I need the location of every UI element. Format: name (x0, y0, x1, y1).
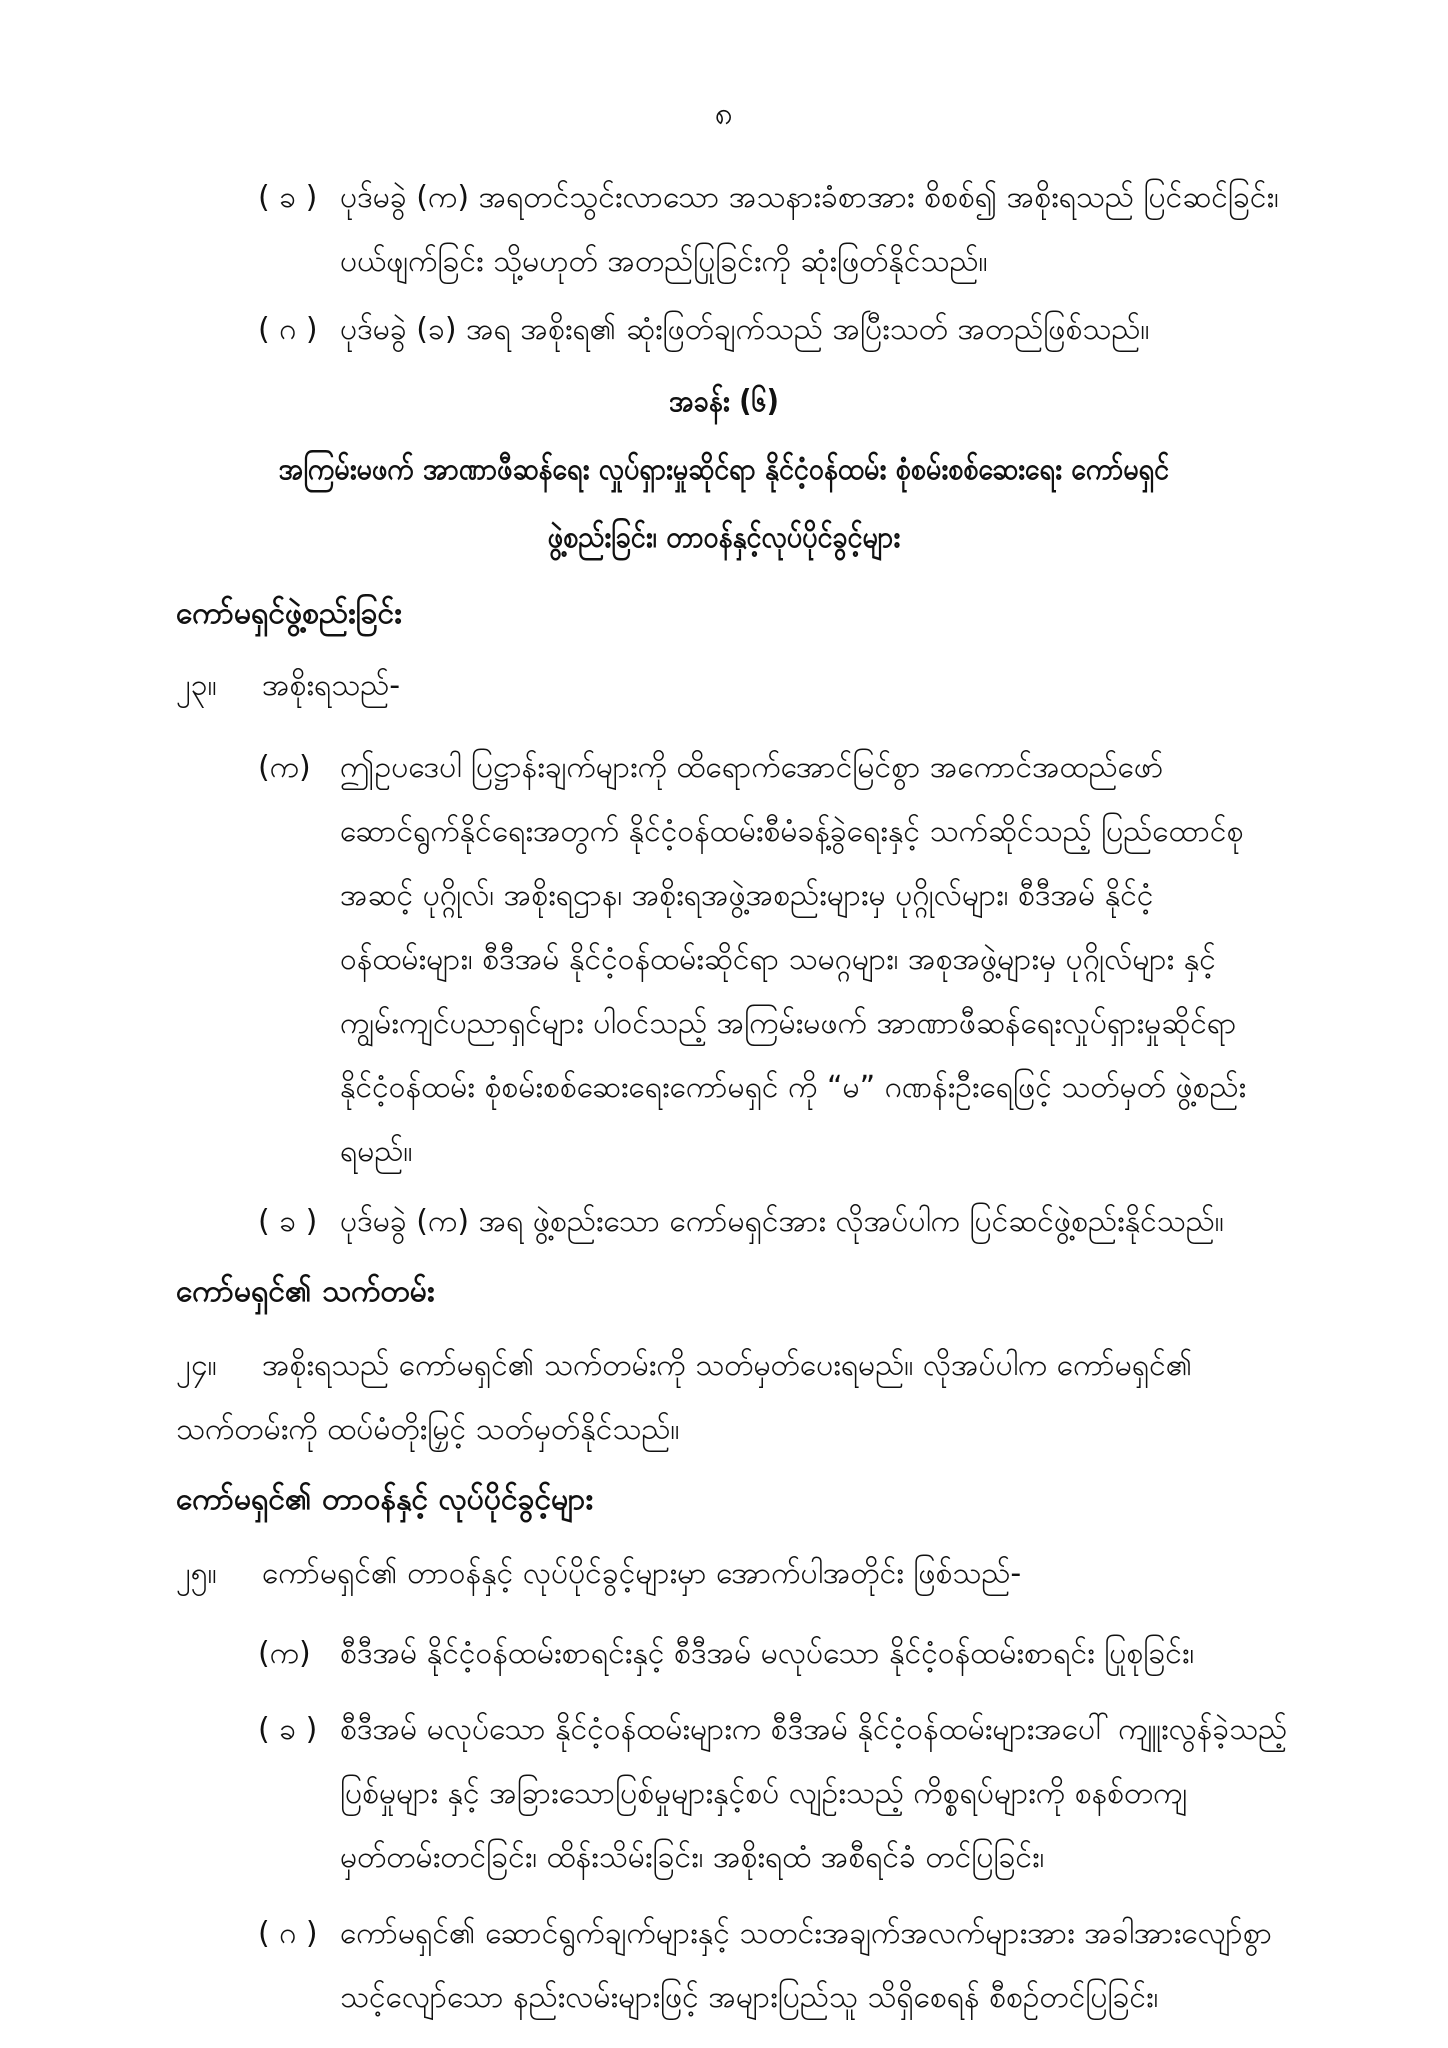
paragraph-text: အစိုးရသည်- (262, 668, 401, 703)
item-label: (က) (258, 750, 311, 785)
text-line: ဝန်ထမ်းများ၊ စီဒီအမ် နိုင်ငံ့ဝန်ထမ်းဆိုင်ရာ သမဂ္ဂများ၊ အစုအဖွဲ့များမှ ပုဂ္ဂိုလ်များ နှင့် (340, 942, 1216, 977)
item-label: ( ခ ) (258, 1712, 318, 1747)
text-line: ဆောင်ရွက်နိုင်ရေးအတွက် နိုင်ငံ့ဝန်ထမ်းစီမံခန့်ခွဲရေးနှင့် သက်ဆိုင်သည့် ပြည်ထောင်စု (340, 814, 1244, 849)
paragraph-text: ကော်မရှင်၏ တာဝန်နှင့် လုပ်ပိုင်ခွင့်များမှာ အောက်ပါအတိုင်း ဖြစ်သည်- (262, 1556, 1022, 1591)
item-label: ( ဂ ) (258, 1916, 318, 1951)
item-label: ( ခ ) (258, 1204, 318, 1239)
text-line: အဆင့် ပုဂ္ဂိုလ်၊ အစိုးရဌာန၊ အစိုးရအဖွဲ့အစည်းများမှ ပုဂ္ဂိုလ်များ၊ စီဒီအမ် နိုင်ငံ့ (340, 878, 1154, 913)
chapter-title: ဖွဲ့စည်းခြင်း၊ တာဝန်နှင့်လုပ်ပိုင်ခွင့်များ (547, 520, 901, 555)
section-heading: ကော်မရှင်၏ သက်တမ်း (176, 1274, 435, 1309)
text-line: ကော်မရှင်၏ ဆောင်ရွက်ချက်များနှင့် သတင်းအချက်အလက်များအား အခါအားလျော်စွာ (340, 1916, 1273, 1951)
paragraph-number: ၂၃။ (176, 668, 217, 703)
text-line: ဤဥပဒေပါ ပြဋ္ဌာန်းချက်များကို ထိရောက်အောင်မြင်စွာ အကောင်အထည်ဖော် (340, 750, 1164, 785)
text-line: ရမည်။ (340, 1134, 413, 1169)
text-line: သင့်လျော်သော နည်းလမ်းများဖြင့် အများပြည်သူ သိရှိစေရန် စီစဉ်တင်ပြခြင်း၊ (340, 1980, 1159, 2015)
text-line: ပုဒ်မခွဲ (က) အရတင်သွင်းလာသော အသနားခံစာအား စိစစ်၍ အစိုးရသည် ပြင်ဆင်ခြင်း၊ (340, 180, 1279, 215)
text-line: သက်တမ်းကို ထပ်မံတိုးမြှင့် သတ်မှတ်နိုင်သည်။ (176, 1412, 680, 1447)
text-line: ပုဒ်မခွဲ (ခ) အရ အစိုးရ၏ ဆုံးဖြတ်ချက်သည် အပြီးသတ် အတည်ဖြစ်သည်။ (340, 312, 1150, 347)
text-line: ပယ်ဖျက်ခြင်း သို့မဟုတ် အတည်ပြုခြင်းကို ဆုံးဖြတ်နိုင်သည်။ (340, 244, 988, 279)
paragraph-number: ၂၅။ (176, 1556, 217, 1591)
text-line: စီဒီအမ် မလုပ်သော နိုင်ငံ့ဝန်ထမ်းများက စီဒီအမ် နိုင်ငံ့ဝန်ထမ်းများအပေါ် ကျူးလွန်ခဲ့သည့် (340, 1712, 1288, 1747)
item-label: (က) (258, 1636, 311, 1671)
section-heading: ကော်မရှင်ဖွဲ့စည်းခြင်း (176, 596, 402, 631)
chapter-number: အခန်း (၆) (669, 384, 779, 419)
page-number: ၈ (714, 94, 734, 132)
item-label: ( ဂ ) (258, 312, 318, 347)
text-line: ကျွမ်းကျင်ပညာရှင်များ ပါဝင်သည့် အကြမ်းမဖက် အာဏာဖီဆန်ရေးလှုပ်ရှားမှုဆိုင်ရာ (340, 1006, 1237, 1041)
item-label: ( ခ ) (258, 180, 318, 215)
text-line: ပြစ်မှုများ နှင့် အခြားသောပြစ်မှုများနှင့်စပ် လျဉ်းသည့် ကိစ္စရပ်များကို စနစ်တကျ (340, 1776, 1188, 1811)
text-line: ပုဒ်မခွဲ (က) အရ ဖွဲ့စည်းသော ကော်မရှင်အား လိုအပ်ပါက ပြင်ဆင်ဖွဲ့စည်းနိုင်သည်။ (340, 1204, 1224, 1239)
text-line: စီဒီအမ် နိုင်ငံ့ဝန်ထမ်းစာရင်းနှင့် စီဒီအမ် မလုပ်သော နိုင်ငံ့ဝန်ထမ်းစာရင်း ပြုစုခြင်း၊ (340, 1636, 1195, 1671)
section-heading: ကော်မရှင်၏ တာဝန်နှင့် လုပ်ပိုင်ခွင့်များ (176, 1482, 593, 1517)
paragraph-number: ၂၄။ (176, 1348, 217, 1383)
text-line: အစိုးရသည် ကော်မရှင်၏ သက်တမ်းကို သတ်မှတ်ပေးရမည်။ လိုအပ်ပါက ကော်မရှင်၏ (262, 1348, 1193, 1383)
text-line: နိုင်ငံ့ဝန်ထမ်း စုံစမ်းစစ်ဆေးရေးကော်မရှင် ကို “မ” ဂဏန်းဦးရေဖြင့် သတ်မှတ် ဖွဲ့စည်း (340, 1070, 1247, 1105)
chapter-title: အကြမ်းမဖက် အာဏာဖီဆန်ရေး လှုပ်ရှားမှုဆိုင်ရာ နိုင်ငံ့ဝန်ထမ်း စုံစမ်းစစ်ဆေးရေး ကော်မရှင် (278, 452, 1170, 487)
text-line: မှတ်တမ်းတင်ခြင်း၊ ထိန်းသိမ်းခြင်း၊ အစိုးရထံ အစီရင်ခံ တင်ပြခြင်း၊ (340, 1840, 1045, 1875)
